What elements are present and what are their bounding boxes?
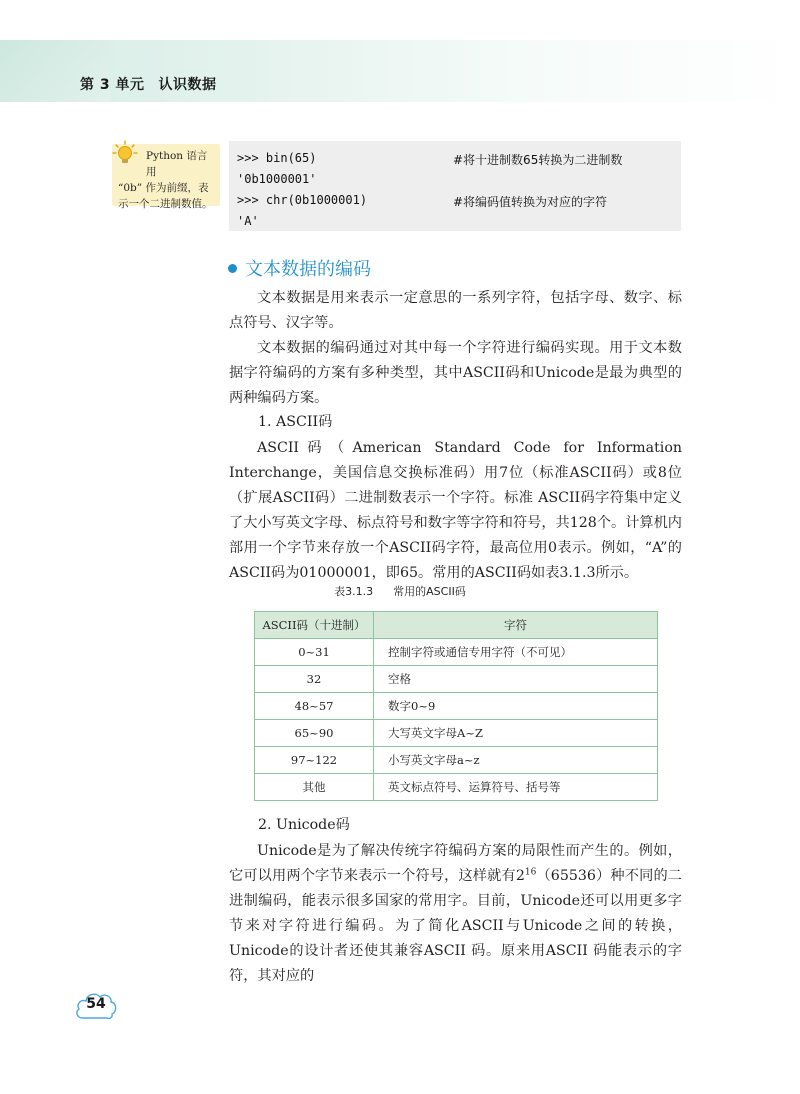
lightbulb-icon (112, 140, 138, 166)
table-cell: 大写英文字母A~Z (374, 720, 658, 747)
paragraph-2: 文本数据的编码通过对其中每一个字符进行编码实现。用于文本数据字符编码的方案有多种类型，其中ASCII码和Unicode是最为典型的两种编码方案。 (229, 340, 682, 406)
sidenote-line-2: “0b” 作为前缀，表 (118, 182, 209, 194)
table-header-row (255, 612, 658, 639)
table-row (255, 774, 658, 801)
table-number: 表3.1.3 (334, 585, 374, 598)
ascii-table (254, 611, 658, 801)
table-header-cell: 字符 (374, 612, 658, 639)
exponent: 16 (524, 867, 537, 878)
code-block (229, 141, 681, 231)
sidenote-line-3: 示一个二进制数值。 (118, 198, 213, 210)
table-cell: 97~122 (255, 747, 374, 774)
table-cell: 65~90 (255, 720, 374, 747)
code-line: '0b1000001' (237, 172, 317, 186)
bullet-dot-icon (228, 264, 237, 273)
table-row (255, 693, 658, 720)
table-cell: 空格 (374, 666, 658, 693)
running-header (80, 74, 217, 94)
paragraph-1: 文本数据是用来表示一定意思的一系列字符，包括字母、数字、标点符号、汉字等。 (229, 290, 682, 331)
page-number: 54 (86, 996, 106, 1012)
paragraph-4 (229, 839, 682, 989)
table-cell: 32 (255, 666, 374, 693)
table-title: 常用的ASCII码 (393, 585, 466, 598)
table-cell: 小写英文字母a~z (374, 747, 658, 774)
table-header-cell: ASCII码（十进制） (255, 612, 374, 639)
unit-label: 第 3 单元 (80, 77, 145, 93)
table-cell: 控制字符或通信专用字符（不可见） (374, 639, 658, 666)
code-comment: #将编码值转换为对应的字符 (453, 195, 608, 209)
section-heading (228, 255, 371, 281)
sidenote-line-1: Python 语言用 (146, 150, 208, 178)
table-cell: 0~31 (255, 639, 374, 666)
unit-title: 认识数据 (158, 77, 217, 93)
table-row (255, 639, 658, 666)
table-cell: 英文标点符号、运算符号、括号等 (374, 774, 658, 801)
section-title: 文本数据的编码 (245, 259, 371, 280)
paragraph-3: ASCII码（American Standard Code for Information Interchange，美国信息交换标准码）用7位（标准ASCII码）或8位（扩展ASCII码）二进制数表示一个字符。标准 ASCII码字符集中定义了大小写英文字母、标点符号和数字等字符和符号，共128个。计算机内部用一个字节来存放一个ASCII码字符，最高位用0表示。例如，“A”的ASCII码为01000001，即65。常用的ASCII码如表3.1.3所示。 (229, 440, 682, 581)
subheading-ascii: 1. ASCII码 (258, 414, 333, 430)
code-line: >>> bin(65) (237, 151, 317, 165)
paragraph-4-part-a: Unicode是为了解决传统字符编码方案的局限性而产生的。例如，它可以用两个字节来表示一个符号，这样就有2 (229, 843, 682, 884)
table-cell: 其他 (255, 774, 374, 801)
table-caption (0, 583, 800, 599)
table-cell: 48~57 (255, 693, 374, 720)
paragraph-4-part-b: （65536）种不同的二进制编码，能表示很多国家的常用字。目前，Unicode还可以用更多字节来对字符进行编码。为了简化ASCII与Unicode之间的转换，Unicode的设计者还使其兼容ASCII 码。原来用ASCII 码能表示的字符，其对应的 (229, 868, 682, 984)
table-row (255, 747, 658, 774)
code-line: 'A' (237, 214, 259, 228)
code-line: >>> chr(0b1000001) (237, 193, 368, 207)
code-comment: #将十进制数65转换为二进制数 (453, 153, 623, 167)
subheading-unicode: 2. Unicode码 (258, 817, 350, 833)
table-row (255, 720, 658, 747)
table-row (255, 666, 658, 693)
table-cell: 数字0~9 (374, 693, 658, 720)
